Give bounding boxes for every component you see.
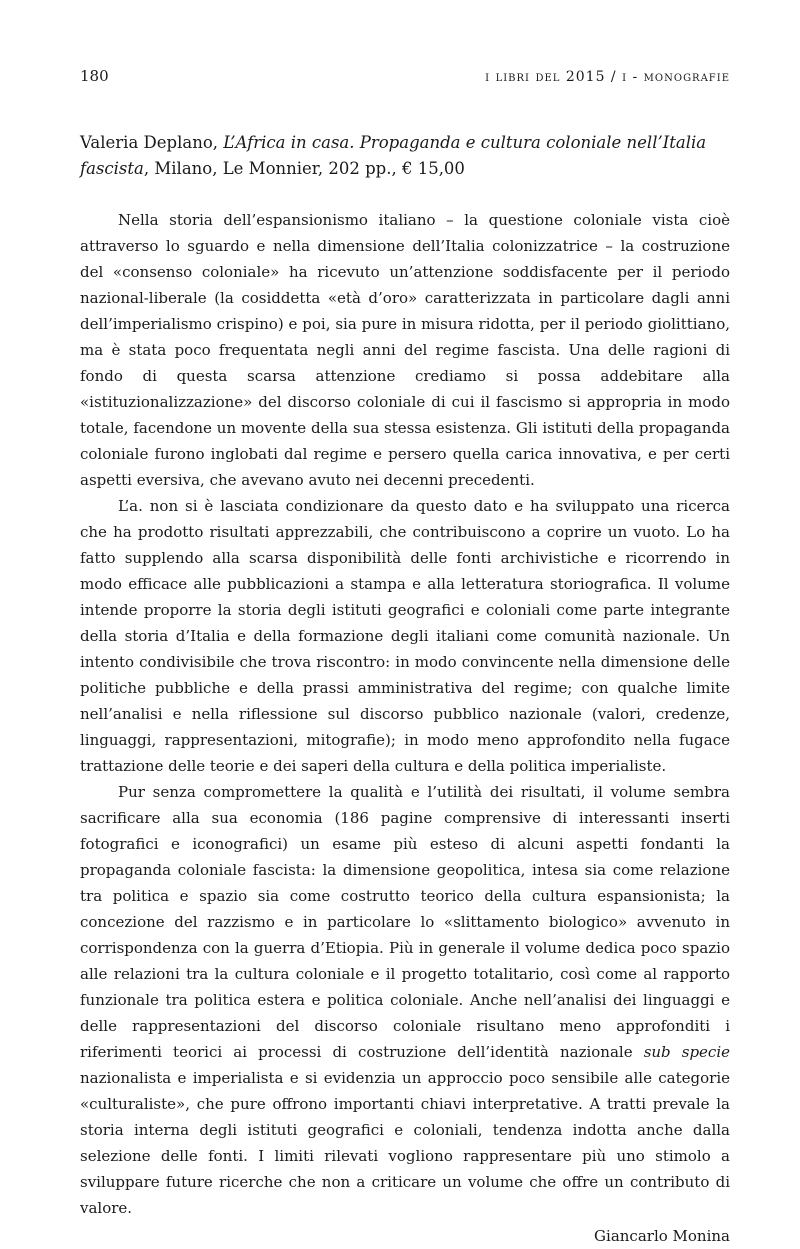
reviewer-signature: Giancarlo Monina bbox=[594, 1227, 730, 1245]
paragraph-3-part-1: Pur senza compromettere la qualità e l’utilità dei risultati, il volume sembra sacrificare alla sua economia (186 pagine comprensive di interessanti inserti fotografici e iconografici) un esame più esteso di alcuni aspetti fondanti la propaganda coloniale fascista: la dimensione geopolitica, intesa sia come relazione tra politica e spazio sia come costrutto teorico della cultura espansionista; la concezione del razzismo e in particolare lo «slittamento biologico» avvenuto in corrispondenza con la guerra d’Etiopia. Più in generale il volume dedica poco spazio alle relazioni tra la cultura coloniale e il progetto totalitario, così come al rapporto funzionale tra politica estera e politica coloniale. Anche nell’analisi dei linguaggi e delle rappresentazioni del discorso coloniale risultano meno approfonditi i riferimenti teorici ai processi di costruzione dell’identità nazionale bbox=[80, 783, 730, 1061]
book-citation: Valeria Deplano, L’Africa in casa. Propaganda e cultura coloniale nell’Italia fascista, Milano, Le Monnier, 202 pp., € 15,00 bbox=[80, 133, 707, 178]
citation-publication: , Milano, Le Monnier, 202 pp., € 15,00 bbox=[143, 159, 465, 178]
page-number: 180 bbox=[80, 67, 109, 85]
paragraph-1: Nella storia dell’espansionismo italiano – la questione coloniale vista cioè attraverso lo sguardo e nella dimensione dell’Italia colonizzatrice – la costruzione del «consenso coloniale» ha ricevuto un’attenzione soddisfacente per il periodo nazional-liberale (la cosiddetta «età d’oro» caratterizzata in particolare dagli anni dell’imperialismo crispino) e poi, sia pure in misura ridotta, per il periodo giolittiano, ma è stata poco frequentata negli anni del regime fascista. Una delle ragioni di fondo di questa scarsa attenzione crediamo si possa addebitare alla «istituzionalizzazione» del discorso coloniale di cui il fascismo si appropria in modo totale, facendone un movente della sua stessa esistenza. Gli istituti della propaganda coloniale furono inglobati dal regime e persero quella carica innovativa, e per certi aspetti eversiva, che avevano avuto nei decenni precedenti. bbox=[80, 211, 730, 489]
journal-title: i libri del 2015 / i - monografie bbox=[485, 69, 730, 85]
citation-title: L’Africa in casa. Propaganda e cultura coloniale nell’Italia fascista bbox=[80, 133, 707, 178]
review-body bbox=[80, 130, 730, 1249]
paragraph-3-part-2: nazionalista e imperialista e si evidenzia un approccio poco sensibile alle categorie «culturaliste», che pure offrono importanti chiavi interpretative. A tratti prevale la storia interna degli istituti geografici e coloniali, tendenza indotta anche dalla selezione delle fonti. I limiti rilevati vogliono rappresentare più uno stimolo a sviluppare future ricerche che non a criticare un volume che offre un contributo di valore. bbox=[80, 1069, 730, 1217]
paragraph-2: L’a. non si è lasciata condizionare da questo dato e ha sviluppato una ricerca che ha prodotto risultati apprezzabili, che contribuiscono a coprire un vuoto. Lo ha fatto supplendo alla scarsa disponibilità delle fonti archivistiche e ricorrendo in modo efficace alle pubblicazioni a stampa e alla letteratura storiografica. Il volume intende proporre la storia degli istituti geografici e coloniali come parte integrante della storia d’Italia e della formazione degli italiani come comunità nazionale. Un intento condivisibile che trova riscontro: in modo convincente nella dimensione delle politiche pubbliche e della prassi amministrativa del regime; con qualche limite nell’analisi e nella riflessione sul discorso pubblico nazionale (valori, credenze, linguaggi, rappresentazioni, mitografie); in modo meno approfondito nella fugace trattazione delle teorie e dei saperi della cultura e della politica imperialiste. bbox=[80, 497, 730, 775]
citation-author: Valeria Deplano bbox=[80, 133, 213, 152]
paragraph-3-italic: sub specie bbox=[643, 1043, 730, 1061]
running-header bbox=[80, 66, 730, 87]
paragraph-3 bbox=[80, 779, 730, 1221]
